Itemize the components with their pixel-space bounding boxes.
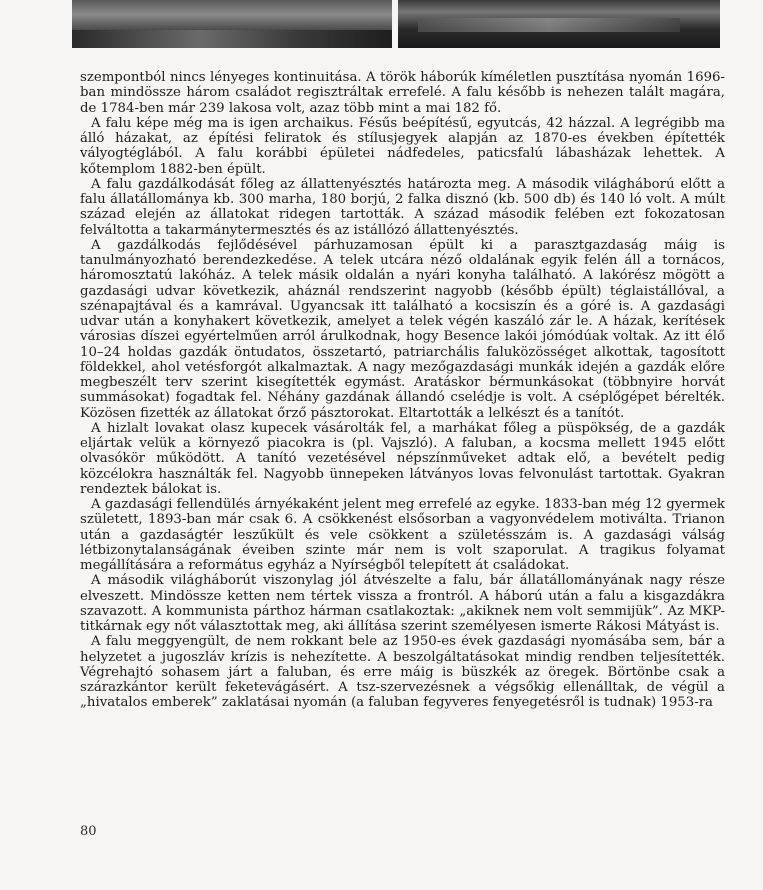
body-text — [80, 70, 725, 711]
page-number: 80 — [80, 824, 97, 839]
paragraph: A második világháborút viszonylag jól átvészelte a falu, bár állatállományának nagy része elveszett. Mindössze ketten nem tértek vissza a frontról. A háború után a falu a kisgazdákra szavazott. A kommunista párthoz hárman csatlakoztak: „akiknek nem volt semmijük”. Az MKP-titkárnak egy nőt választottak meg, aki állítása szerint személyesen ismerte Rákosi Mátyást is. — [80, 573, 725, 634]
landscape-photo-left — [72, 0, 392, 48]
paragraph: A gazdasági fellendülés árnyékaként jelent meg errefelé az egyke. 1833-ban még 12 gyermek született, 1893-ban már csak 6. A csökkenést elsősorban a vagyonvédelem motiválta. Trianon után a gazdaságtér leszűkült és vele csökkent a születésszám is. A gazdasági válság létbizonytalanságának éveiben szinte már nem is volt szaporulat. A tragikus folyamat megállítására a református egyház a Nyírségből telepített át családokat. — [80, 497, 725, 573]
paragraph: A hizlalt lovakat olasz kupecek vásárolták fel, a marhákat főleg a püspökség, de a gazdák eljártak velük a környező piacokra is (pl. Vajszló). A faluban, a kocsma mellett 1945 előtt olvasókör működött. A tanító vezetésével népszínműveket adtak elő, a bevételt pedig közcélokra használták fel. Nagyobb ünnepeken látványos lovas felvonulást tartottak. Gyakran rendeztek bálokat is. — [80, 420, 725, 497]
paragraph: A gazdálkodás fejlődésével párhuzamosan épült ki a parasztgazdaság máig is tanulmányozható berendezkedése. A telek utcára néző oldalának egyik felén áll a tornácos, háromosztatú lakóház. A telek másik oldalán a nyári konyha található. A lakórész mögött a gazdasági udvar következik, aháznál rendszerint nagyobb (később épült) téglaistállóval, a szénapajtával és a kamrával. Ugyancsak itt található a kocsiszín és a góré is. A gazdasági udvar után a konyhakert következik, amelyet a telek végén kaszáló zár le. A házak, kerítések városias díszei egyértelműen arról árulkodnak, hogy Besence lakói jómódúak voltak. Az itt élő 10–24 holdas gazdák öntudatos, összetartó, patriarchális faluközösséget alkottak, tagosított földekkel, ahol vetésforgót alkalmaztak. A nagy mezőgazdasági munkák idején a gazdák előre megbeszélt terv szerint kisegítették egymást. Aratáskor bérmunkásokat (többnyire horvát summásokat) fogadtak fel. Néhány gazdának állandó cselédje is volt. A cséplőgépet bérelték. Közösen fizették az állatokat őrző pásztorokat. Eltartották a lelkészt és a tanítót. — [80, 237, 725, 421]
photo-strip — [0, 0, 763, 48]
paragraph: A falu meggyengült, de nem rokkant bele az 1950-es évek gazdasági nyomásába sem, bár a helyzetet a jugoszláv krízis is nehezítette. A beszolgáltatásokat mindig rendben teljesítették. Végrehajtó sohasem járt a faluban, és erre máig is büszkék az öregek. Börtönbe csak a szárazkántor került feketevágásért. A tsz-szervezésnek a végsőkig ellenálltak, de végül a „hivatalos emberek” zaklatásai nyomán (a faluban fegyveres fenyegetésről is tudnak) 1953-ra — [80, 634, 725, 711]
paragraph: A falu gazdálkodását főleg az állattenyésztés határozta meg. A második világháború előtt a falu állatállománya kb. 300 marha, 180 borjú, 2 falka disznó (kb. 500 db) és 140 ló volt. A múlt század elején az állatokat ridegen tartották. A század második felében ezt fokozatosan felváltotta a takarmánytermesztés és az istállózó állattenyésztés. — [80, 176, 725, 238]
paragraph: szempontból nincs lényeges kontinuitása. A török háborúk kíméletlen pusztítása nyomán 1696-ban mindössze három családot regisztráltak errefelé. A falu később is nehezen talált magára, de 1784-ben már 239 lakosa volt, azaz több mint a mai 182 fő. — [80, 70, 725, 116]
landscape-photo-right — [398, 0, 720, 48]
paragraph: A falu képe még ma is igen archaikus. Fésűs beépítésű, egyutcás, 42 házzal. A legrégibb ma álló házakat, az építési feliratok és stílusjegyek alapján az 1870-es években építették vályogtéglából. A falu korábbi épületei nádfedeles, paticsfalú lábasházak lehettek. A kőtemplom 1882-ben épült. — [80, 115, 725, 177]
